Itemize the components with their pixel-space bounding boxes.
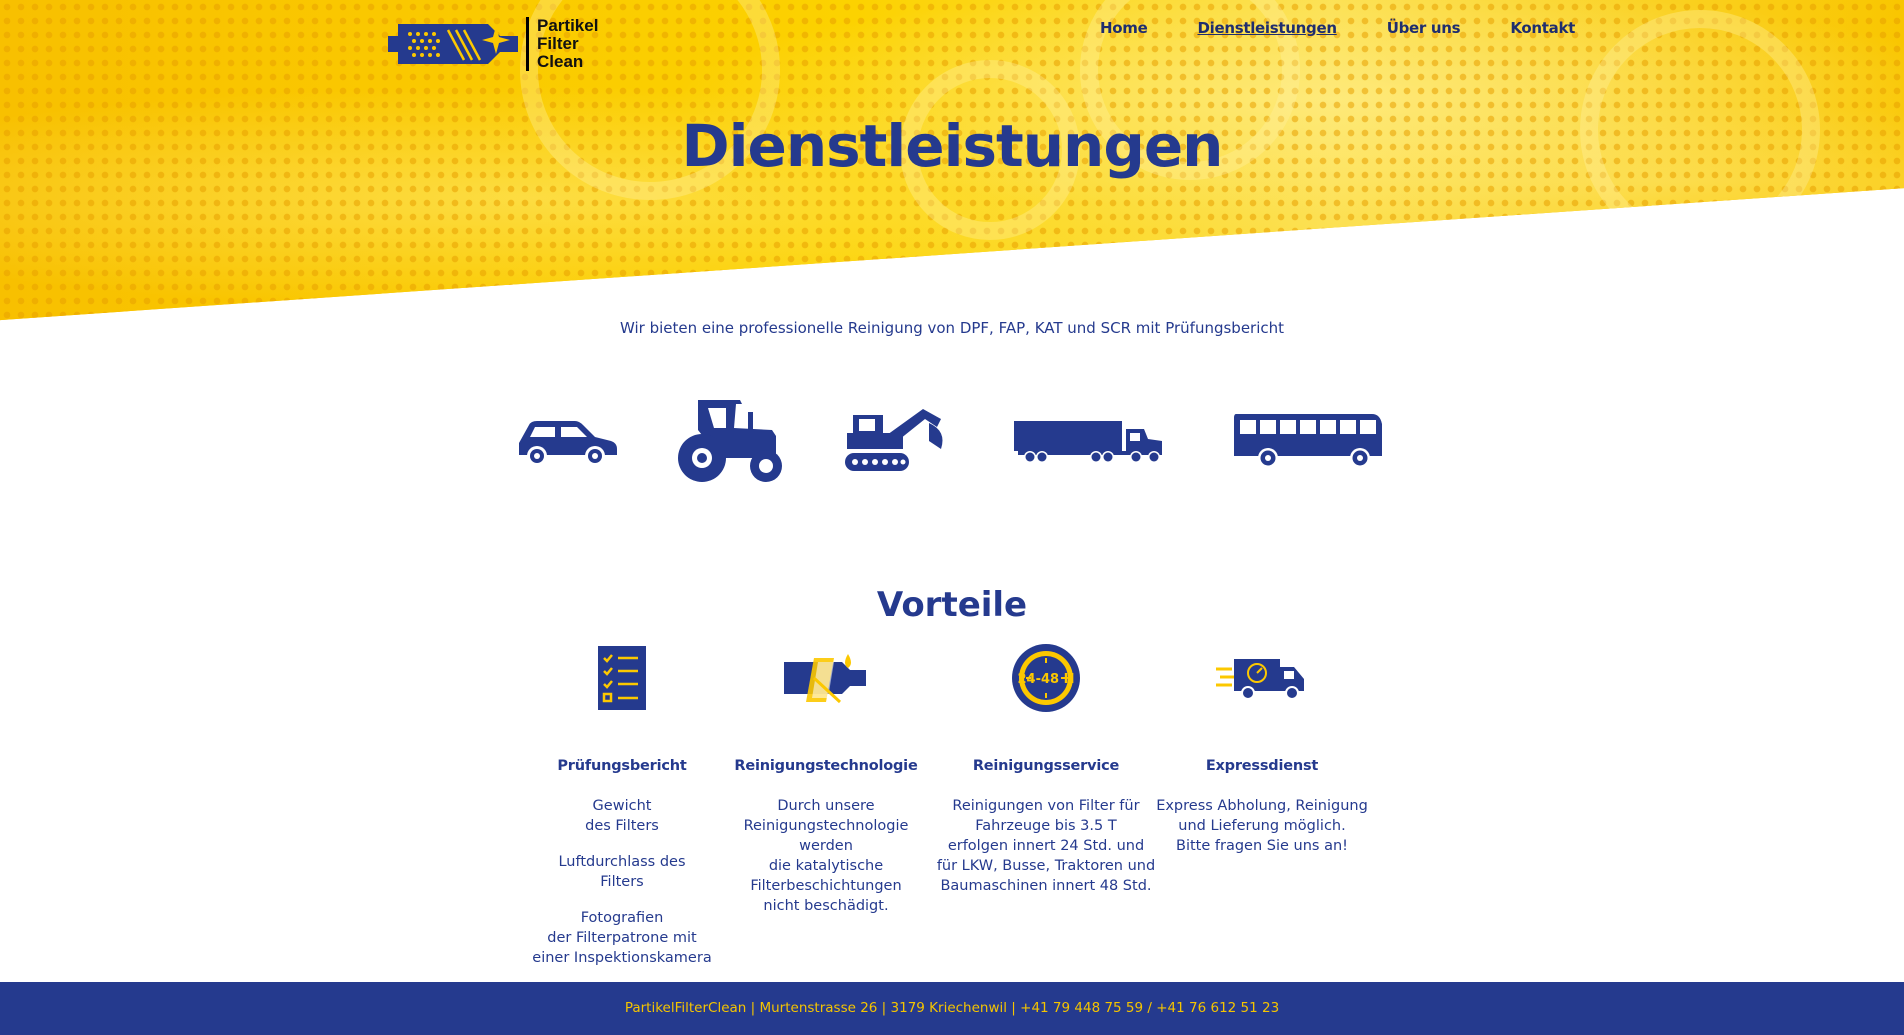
benefit-text: Fotografien der Filterpatrone mit einer Inspektionskamera <box>532 910 712 966</box>
brand-name-line3: Clean <box>537 52 584 71</box>
vehicle-icons <box>0 395 1904 495</box>
benefit-text: Express Abholung, Reinigung und Lieferung möglich. Bitte fragen Sie uns an! <box>1156 798 1368 854</box>
checklist-icon <box>594 644 650 712</box>
bus-icon <box>1232 412 1384 468</box>
brand-name <box>526 17 598 71</box>
benefit-title: Reinigungstechnologie <box>734 758 918 774</box>
main-nav <box>1100 19 1625 39</box>
benefit-pruefungsbericht <box>522 640 722 984</box>
express-truck-icon <box>1214 653 1310 703</box>
intro-text: Wir bieten eine professionelle Reinigung von DPF, FAP, KAT und SCR mit Prüfungsbericht <box>619 319 1285 337</box>
excavator-icon <box>843 405 947 477</box>
filter-logo-icon <box>388 16 518 72</box>
brand-name-line2: Filter <box>537 34 579 53</box>
benefit-reinigungstechnologie <box>716 640 936 932</box>
nav-ueber-uns[interactable]: Über uns <box>1386 19 1461 37</box>
nav-dienstleistungen[interactable]: Dienstleistungen <box>1197 19 1337 37</box>
clock-24-48h-icon <box>1010 642 1082 714</box>
benefit-reinigungsservice <box>936 640 1156 912</box>
footer <box>0 982 1904 1035</box>
page-title: Dienstleistungen <box>681 112 1223 180</box>
footer-contact-text: PartikelFilterClean | Murtenstrasse 26 | 3179 Kriechenwil | +41 79 448 75 59 / +41 76 612 51 23 <box>624 1000 1280 1016</box>
clock-label: 24-48 H <box>1017 672 1075 687</box>
benefit-title: Prüfungsbericht <box>557 758 687 774</box>
benefit-text: Luftdurchlass des Filters <box>558 854 686 890</box>
brand-logo[interactable] <box>388 14 638 74</box>
benefit-text: Reinigungen von Filter für Fahrzeuge bis 3.5 T erfolgen innert 24 Std. und für LKW, Busse, Traktoren und Baumaschinen innert 48 Std. <box>936 798 1156 894</box>
benefit-title: Reinigungsservice <box>972 758 1120 774</box>
benefit-expressdienst <box>1152 640 1372 872</box>
brand-name-line1: Partikel <box>537 16 599 35</box>
benefit-text: Durch unsere Reinigungstechnologie werden die katalytische Filterbeschichtungen nicht beschädigt. <box>743 798 909 914</box>
vorteile-title: Vorteile <box>876 585 1028 625</box>
car-icon <box>515 415 619 467</box>
filter-cleaning-icon <box>778 648 874 708</box>
nav-home[interactable]: Home <box>1100 19 1148 37</box>
benefit-title: Expressdienst <box>1205 758 1319 774</box>
tractor-icon <box>678 400 782 482</box>
truck-icon <box>1012 417 1164 465</box>
nav-kontakt[interactable]: Kontakt <box>1510 19 1576 37</box>
benefit-text: Gewicht des Filters <box>585 798 659 834</box>
